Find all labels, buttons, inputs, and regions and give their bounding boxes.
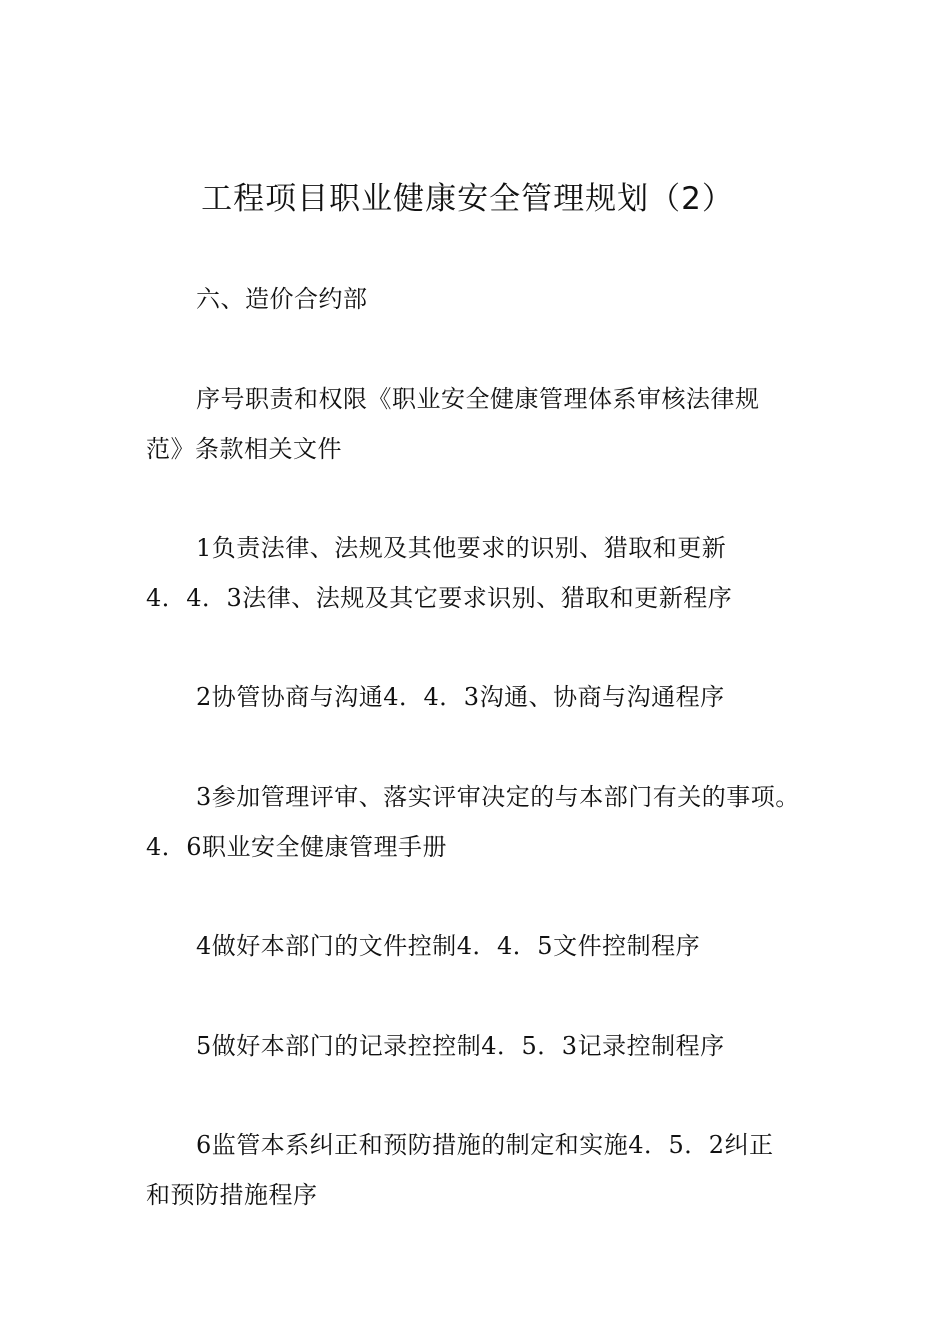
paragraph-3: [146, 672, 814, 722]
paragraph-2: [146, 523, 814, 623]
paragraph-line: 3参加管理评审、落实评审决定的与本部门有关的事项。: [196, 783, 800, 811]
paragraph-line: 5做好本部门的记录控控制4．5．3记录控制程序: [196, 1032, 725, 1060]
paragraph-7: [146, 1120, 814, 1220]
document-title: 工程项目职业健康安全管理规划（2）: [201, 181, 734, 217]
paragraph-line: 6监管本系纠正和预防措施的制定和实施4．5．2纠正: [196, 1131, 774, 1159]
paragraph-line: 4．4．3法律、法规及其它要求识别、猎取和更新程序: [146, 584, 733, 612]
paragraph-1: [146, 374, 814, 474]
paragraph-6: [146, 1021, 814, 1071]
paragraph-line: 和预防措施程序: [146, 1181, 318, 1209]
paragraph-4: [146, 772, 814, 872]
paragraph-line: 六、造价合约部: [196, 285, 368, 313]
paragraph-line: 4做好本部门的文件控制4．4．5文件控制程序: [196, 932, 701, 960]
paragraph-line: 1负责法律、法规及其他要求的识别、猎取和更新: [196, 534, 727, 562]
paragraph-line: 范》条款相关文件: [146, 435, 342, 463]
paragraph-line: 2协管协商与沟通4．4．3沟通、协商与沟通程序: [196, 683, 725, 711]
paragraph-5: [146, 921, 814, 971]
paragraph-line: 序号职责和权限《职业安全健康管理体系审核法律规: [196, 385, 760, 413]
paragraph-line: 4．6职业安全健康管理手册: [146, 833, 448, 861]
section-heading: [146, 274, 814, 324]
